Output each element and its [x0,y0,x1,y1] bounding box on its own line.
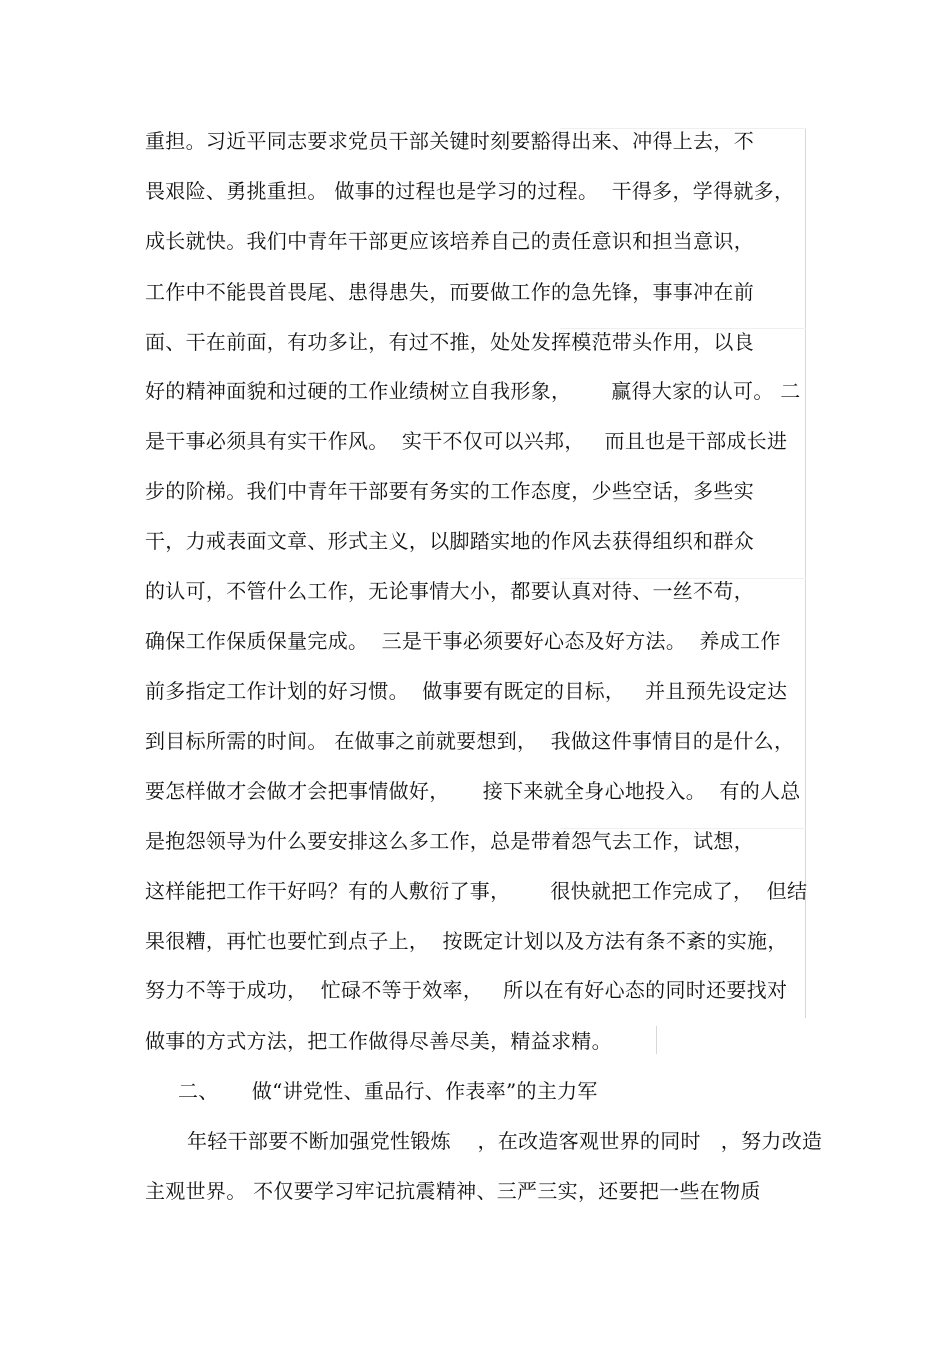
text-line: 年轻干部要不断加强党性锻炼 ，在改造客观世界的同时 ，努力改造 [187,1129,823,1153]
text-line: 是抱怨领导为什么要安排这么多工作，总是带着怨气去工作，试想， [145,829,754,853]
text-line: 这样能把工作干好吗？有的人敷衍了事， 很快就把工作完成了， 但结 [145,879,808,903]
text-line: 好的精神面貌和过硬的工作业绩树立自我形象， 赢得大家的认可。 二 [145,379,801,403]
text-line: 确保工作保质保量完成。 三是干事必须要好心态及好方法。 养成工作 [145,629,781,653]
text-line: 工作中不能畏首畏尾、患得患失，而要做工作的急先锋，事事冲在前 [145,280,754,304]
text-line: 面、干在前面，有功多让，有过不推，处处发挥模范带头作用，以良 [145,330,754,354]
text-line: 主观世界。 不仅要学习牢记抗震精神、三严三实，还要把一些在物质 [145,1179,761,1203]
text-line: 的认可，不管什么工作，无论事情大小，都要认真对待、一丝不苟， [145,579,754,603]
text-line: 前多指定工作计划的好习惯。 做事要有既定的目标， 并且预先设定达 [145,679,788,703]
text-line: 是干事必须具有实干作风。 实干不仅可以兴邦， 而且也是干部成长进 [145,429,788,453]
text-line: 要怎样做才会做才会把事情做好， 接下来就全身心地投入。 有的人总 [145,779,801,803]
text-line: 努力不等于成功， 忙碌不等于效率， 所以在有好心态的同时还要找对 [145,978,788,1002]
text-line: 畏艰险、勇挑重担。 做事的过程也是学习的过程。 干得多，学得就多， [145,179,795,203]
short-margin-rule [656,1026,657,1054]
text-line: 步的阶梯。我们中青年干部要有务实的工作态度，少些空话，多些实 [145,479,754,503]
text-line: 果很糟，再忙也要忙到点子上， 按既定计划以及方法有条不紊的实施， [145,929,788,953]
text-line: 做事的方式方法，把工作做得尽善尽美，精益求精。 [145,1029,612,1053]
section-heading: 二、 做“讲党性、重品行、作表率”的主力军 [178,1079,598,1103]
text-line: 成长就快。我们中青年干部更应该培养自己的责任意识和担当意识， [145,229,754,253]
text-line: 干，力戒表面文章、形式主义，以脚踏实地的作风去获得组织和群众 [145,529,754,553]
text-line: 重担。习近平同志要求党员干部关键时刻要豁得出来、冲得上去，不 [145,129,754,153]
text-line: 到目标所需的时间。 在做事之前就要想到， 我做这件事情目的是什么， [145,729,795,753]
